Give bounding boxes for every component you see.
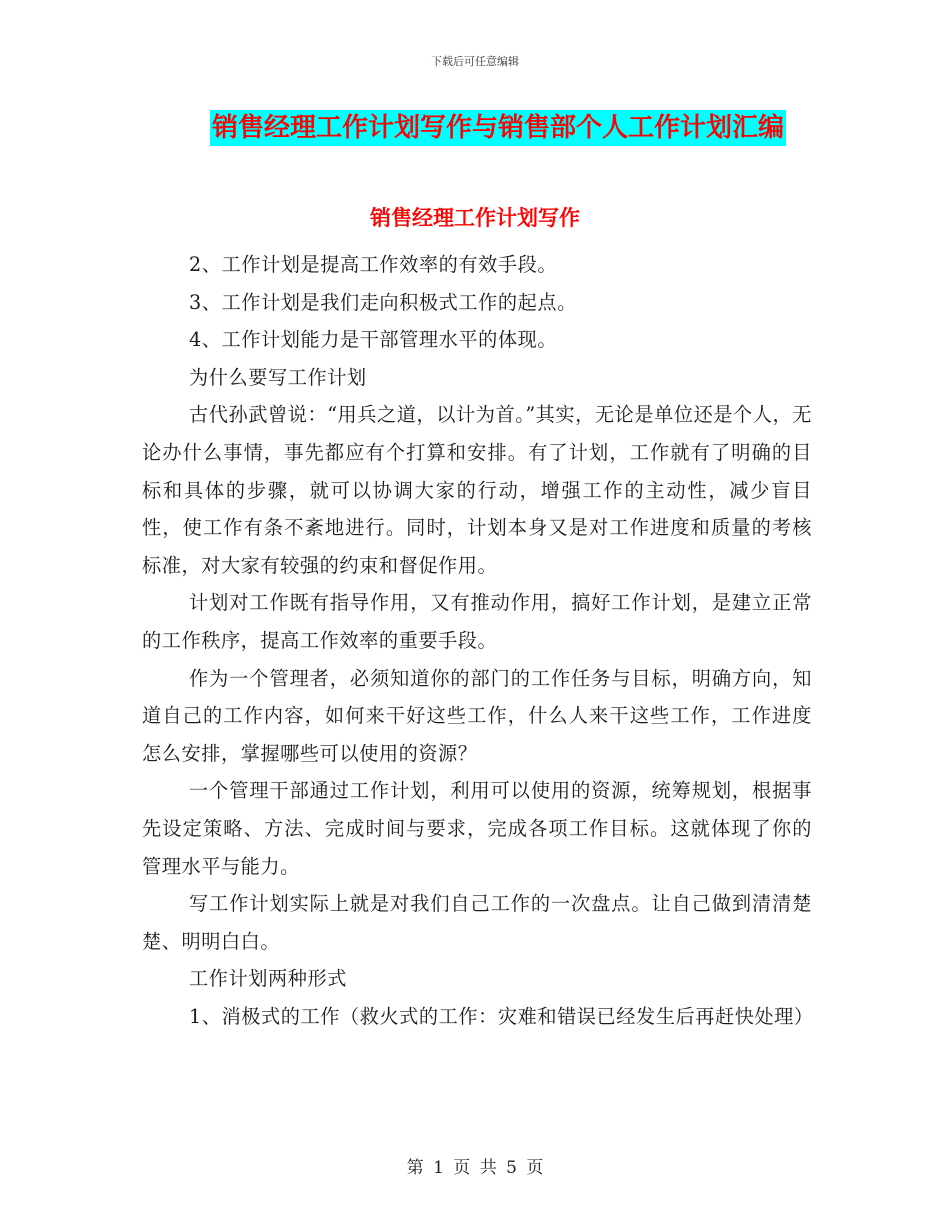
- subheading: 工作计划两种形式: [189, 967, 347, 991]
- paragraph: 古代孙武曾说：“用兵之道，以计为首。”其实，无论是单位还是个人，无论办什么事情，事先都应有个打算和安排。有了计划，工作就有了明确的目标和具体的步骤，就可以协调大家的行动，增强工作的主动性，减少盲目性，使工作有条不紊地进行。同时，计划本身又是对工作进度和质量的考核标准，对大家有较强的约束和督促作用。: [142, 403, 813, 577]
- paragraph: 计划对工作既有指导作用，又有推动作用，搞好工作计划，是建立正常的工作秩序，提高工作效率的重要手段。: [142, 591, 812, 652]
- header-note: 下载后可任意编辑: [431, 55, 519, 68]
- paragraph: 1、消极式的工作（救火式的工作：灾难和错误已经发生后再赶快处理）: [189, 1004, 814, 1028]
- document-main-title: 销售经理工作计划写作与销售部个人工作计划汇编: [210, 110, 786, 146]
- paragraph: 2、工作计划是提高工作效率的有效手段。: [189, 253, 558, 276]
- document-body: [142, 246, 812, 1035]
- paragraph: 一个管理干部通过工作计划，利用可以使用的资源，统筹规划，根据事先设定策略、方法、完成时间与要求，完成各项工作目标。这就体现了你的管理水平与能力。: [142, 779, 812, 878]
- paragraph: 3、工作计划是我们走向积极式工作的起点。: [189, 290, 577, 314]
- section-title: 销售经理工作计划写作: [370, 206, 580, 230]
- page-footer: 第 1 页 共 5 页: [406, 1158, 544, 1178]
- paragraph: 4、工作计划能力是干部管理水平的体现。: [189, 328, 558, 352]
- paragraph: 写工作计划实际上就是对我们自己工作的一次盘点。让自己做到清清楚楚、明明白白。: [142, 892, 812, 953]
- subheading: 为什么要写工作计划: [189, 365, 367, 389]
- main-title-container: [0, 110, 950, 146]
- paragraph: 作为一个管理者，必须知道你的部门的工作任务与目标，明确方向，知道自己的工作内容，如何来干好这些工作，什么人来干这些工作，工作进度怎么安排，掌握哪些可以使用的资源？: [142, 666, 812, 765]
